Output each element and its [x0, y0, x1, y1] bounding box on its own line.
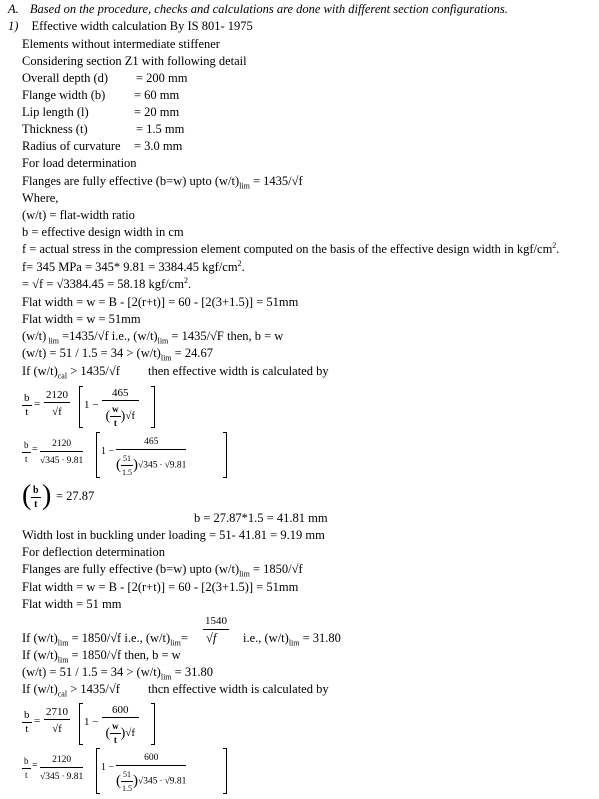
flat-width-1: Flat width = w = B - [2(r+t)] = 60 - [2(3+1.5)] = 51mm: [22, 295, 299, 309]
eq2-num: 2120: [40, 438, 83, 452]
flange-width-value: = 60 mm: [134, 88, 180, 102]
eq1-iden-sqrt: √f: [125, 410, 136, 423]
if2-sub2: lim: [170, 638, 181, 648]
eq1-paren-close: ): [120, 409, 126, 424]
radius-label: Radius of curvature: [22, 139, 121, 153]
eq5-iden-15: 1.5: [122, 784, 132, 793]
eq2-iden-15: 1.5: [122, 468, 132, 477]
radius-value: = 3.0 mm: [134, 139, 183, 153]
if2-e: = 31.80: [299, 631, 341, 645]
section-marker: 1): [8, 19, 19, 33]
wt-lim-line: [22, 329, 283, 344]
eq5-paren-close: ): [133, 773, 138, 789]
if1-a: If (w/t): [22, 364, 58, 378]
f-def-sup: 2: [552, 240, 557, 250]
eq2-b: b: [22, 439, 31, 453]
eq4-iden-sqrt: √f: [125, 727, 136, 740]
eq1-num: 2120: [46, 389, 68, 401]
if2-sub: lim: [57, 638, 69, 648]
f-definition: [22, 242, 559, 257]
equation-3: [22, 480, 142, 514]
heading-text: Based on the procedure, checks and calculations are done with different section configurations.: [29, 2, 508, 16]
flat-width-2: Flat width = w = 51mm: [22, 312, 141, 326]
sqrt-f-value: [22, 277, 191, 292]
flanges1-text: Flanges are fully effective (b=w) upto (w/t): [22, 174, 240, 188]
wtlim-a-sub: lim: [46, 336, 59, 346]
eq5-bracket-close: [223, 748, 227, 794]
f-def-text: f = actual stress in the compression element computed on the basis of the effective design width in kgf/cm: [22, 242, 553, 256]
wt-calc-1: [22, 346, 213, 361]
eq4-bt: [22, 709, 32, 736]
if4-b: > 1435/√f: [67, 682, 120, 696]
if4-a: If (w/t): [22, 682, 58, 696]
eq4-iden-wt: [110, 720, 121, 747]
where: Where,: [22, 191, 59, 205]
eq2-t: t: [24, 454, 28, 464]
line-considering: Considering section Z1 with following detail: [22, 54, 247, 68]
wtlim-a: (w/t): [22, 329, 47, 343]
eq1-equals: =: [34, 398, 41, 410]
wtlim-c: = 1435/√F then, b = w: [168, 329, 284, 343]
deflection-determination: For deflection determination: [22, 545, 166, 559]
wtlim-b: =1435/√f i.e., (w/t): [58, 329, 158, 343]
eq5-num: 2120: [40, 754, 83, 768]
eq2-iden-51: 51: [121, 452, 133, 466]
eq1-bt: [22, 392, 32, 419]
eq1-den: √f: [52, 406, 62, 418]
if2-a: If (w/t): [22, 631, 58, 645]
f-val-text: f= 345 MPa = 345* 9.81 = 3384.45 kgf/cm: [22, 260, 238, 274]
if3-b: = 1850/√f then, b = w: [68, 648, 181, 662]
eq2-den: √345 ∙ 9.81: [40, 456, 84, 466]
if1-b: > 1435/√f: [67, 364, 120, 378]
eq4-paren-close: ): [120, 726, 126, 741]
eq4-iden: [102, 718, 139, 747]
wtcalc-b: = 24.67: [171, 346, 213, 360]
overall-depth-label: Overall depth (d): [22, 71, 109, 85]
eq4-iden-w: w: [110, 720, 121, 734]
if3-sub: lim: [57, 655, 69, 665]
eq1-bracket-open: [79, 386, 83, 428]
eq2-main-frac: [40, 438, 83, 468]
eq4-one: 1 −: [84, 716, 99, 728]
f-val-sup: 2: [237, 258, 242, 268]
lip-length-label: Lip length (l): [22, 105, 89, 119]
if-cal-2-then: thcn effective width is calculated by: [148, 682, 329, 696]
eq4-den: √f: [52, 723, 62, 735]
flanges2-sub: lim: [239, 569, 250, 579]
eq5-equals: =: [32, 760, 38, 771]
eq3-paren-close: ): [42, 480, 52, 511]
eq4-num: 2710: [46, 706, 68, 718]
eq5-b: b: [22, 755, 31, 769]
eq1-inner-frac: [102, 387, 139, 430]
sqrtf-end: .: [187, 277, 192, 291]
eq1-one: 1 −: [84, 399, 99, 411]
load-determination: For load determination: [22, 156, 137, 170]
eq4-paren-open: (: [105, 726, 111, 741]
eq2-equals: =: [32, 444, 38, 455]
b-definition: b = effective design width in cm: [22, 225, 184, 239]
thickness-label: Thickness (t): [22, 122, 88, 136]
eq4-iden-t: t: [113, 735, 117, 745]
wt-definition: (w/t) = flat-width ratio: [22, 208, 135, 222]
eq2-bt: [22, 439, 31, 466]
if1-sub: cal: [57, 371, 68, 381]
eq5-one: 1 −: [101, 762, 115, 773]
flange-width-label: Flange width (b): [22, 88, 106, 102]
eq5-iden-rest: √345 ∙ √9.81: [138, 776, 187, 787]
eq5-bracket-open: [96, 748, 100, 794]
eq3-paren-open: (: [22, 480, 32, 511]
eq3-b: b: [33, 485, 39, 496]
eq5-iden-frac: [121, 768, 133, 795]
eq2-one: 1 −: [101, 446, 115, 457]
eq5-iden: [116, 766, 186, 795]
eq2-inum: 465: [116, 436, 186, 450]
eq1-iden-wt: [110, 403, 121, 430]
if-cal-1: [22, 364, 120, 379]
if-lim-2: [22, 631, 188, 646]
eq2-iden-rest: √345 ∙ √9.81: [138, 460, 187, 471]
eq4-main-frac: [44, 706, 70, 736]
if-cal-1-then: then effective width is calculated by: [148, 364, 329, 378]
f-val-end: .: [241, 260, 245, 274]
eq1-t: t: [25, 406, 29, 418]
if2-c: =: [180, 631, 188, 645]
eq3-t: t: [34, 499, 38, 510]
flanges2-text: Flanges are fully effective (b=w) upto (w/t): [22, 562, 240, 576]
eq2-inner-frac: [116, 436, 186, 479]
heading-marker: A.: [8, 2, 19, 16]
sqrtf-text: = √f = √3384.45 = 58.18 kgf/cm: [22, 277, 184, 291]
eq1-b: b: [24, 392, 30, 404]
f-def-end: .: [556, 242, 560, 256]
eq5-iden-51: 51: [121, 768, 133, 782]
wtlim-b-sub: lim: [157, 336, 169, 346]
wtcalc2-a: (w/t) = 51 / 1.5 = 34 > (w/t): [22, 665, 161, 679]
if2-ie: [243, 631, 341, 646]
eq5-t: t: [24, 770, 28, 780]
flat-width-4: Flat width = 51 mm: [22, 597, 122, 611]
if4-sub: cal: [57, 689, 68, 699]
wtcalc2-sub: lim: [160, 672, 172, 682]
flanges-effective-1: [22, 174, 303, 189]
eq5-inum: 600: [116, 752, 186, 766]
b-calculated: b = 27.87*1.5 = 41.81 mm: [194, 511, 328, 525]
section-title: [8, 19, 253, 34]
eq2-iden-frac: [121, 452, 133, 479]
if2-sqrt-f: √f: [206, 631, 217, 645]
frac-1540-num: 1540: [203, 614, 229, 630]
eq4-bracket-open: [79, 703, 83, 745]
if-lim-3: [22, 648, 181, 663]
eq3-result: = 27.87: [56, 489, 95, 503]
flat-width-3: Flat width = w = B - [2(r+t)] = 60 - [2(3+1.5)] = 51mm: [22, 580, 299, 594]
eq1-inum: 465: [102, 387, 139, 401]
wtcalc2-b: = 31.80: [171, 665, 213, 679]
if2-b: = 1850/√f i.e., (w/t): [68, 631, 171, 645]
equation-4: [22, 703, 152, 745]
flanges-effective-2: [22, 562, 303, 577]
eq2-paren-open: (: [116, 457, 121, 473]
flanges1-end: = 1435/√f: [249, 174, 303, 188]
eq1-iden-t: t: [113, 418, 117, 428]
eq5-paren-open: (: [116, 773, 121, 789]
eq1-iden: [102, 401, 139, 430]
line-elements: Elements without intermediate stiffener: [22, 37, 220, 51]
eq2-paren-close: ): [133, 457, 138, 473]
eq3-bt: [31, 484, 41, 511]
eq1-bracket-close: [151, 386, 155, 428]
equation-2: [22, 432, 212, 478]
if2-d: i.e., (w/t): [243, 631, 289, 645]
flanges1-sub: lim: [239, 181, 250, 191]
eq2-iden: [116, 450, 186, 479]
f-value: [22, 260, 245, 275]
if3-a: If (w/t): [22, 648, 58, 662]
eq4-equals: =: [34, 715, 41, 727]
eq4-inum: 600: [102, 704, 139, 718]
thickness-value: = 1.5 mm: [136, 122, 185, 136]
eq2-bracket-open: [96, 432, 100, 478]
eq5-den: √345 ∙ 9.81: [40, 772, 84, 782]
eq5-bt: [22, 755, 31, 782]
eq1-main-frac: [44, 389, 70, 419]
wtcalc-a: (w/t) = 51 / 1.5 = 34 > (w/t): [22, 346, 161, 360]
flanges2-end: = 1850/√f: [249, 562, 303, 576]
eq4-b: b: [24, 709, 30, 721]
overall-depth-value: = 200 mm: [136, 71, 188, 85]
eq1-paren-open: (: [105, 409, 111, 424]
sqrtf-sup: 2: [183, 275, 188, 285]
if2-sub3: lim: [288, 638, 300, 648]
heading: [8, 2, 508, 17]
eq4-t: t: [25, 723, 29, 735]
width-lost: Width lost in buckling under loading = 51- 41.81 = 9.19 mm: [22, 528, 325, 542]
wt-calc-2: [22, 665, 213, 680]
lip-length-value: = 20 mm: [134, 105, 180, 119]
eq5-main-frac: [40, 754, 83, 784]
if-cal-2: [22, 682, 120, 697]
eq1-iden-w: w: [110, 403, 121, 417]
wtcalc-sub: lim: [160, 353, 172, 363]
eq4-inner-frac: [102, 704, 139, 747]
section-title-text: Effective width calculation By IS 801- 1975: [31, 19, 253, 33]
equation-1: [22, 386, 152, 428]
eq5-inner-frac: [116, 752, 186, 795]
equation-5: [22, 748, 212, 794]
eq2-bracket-close: [223, 432, 227, 478]
eq4-bracket-close: [151, 703, 155, 745]
